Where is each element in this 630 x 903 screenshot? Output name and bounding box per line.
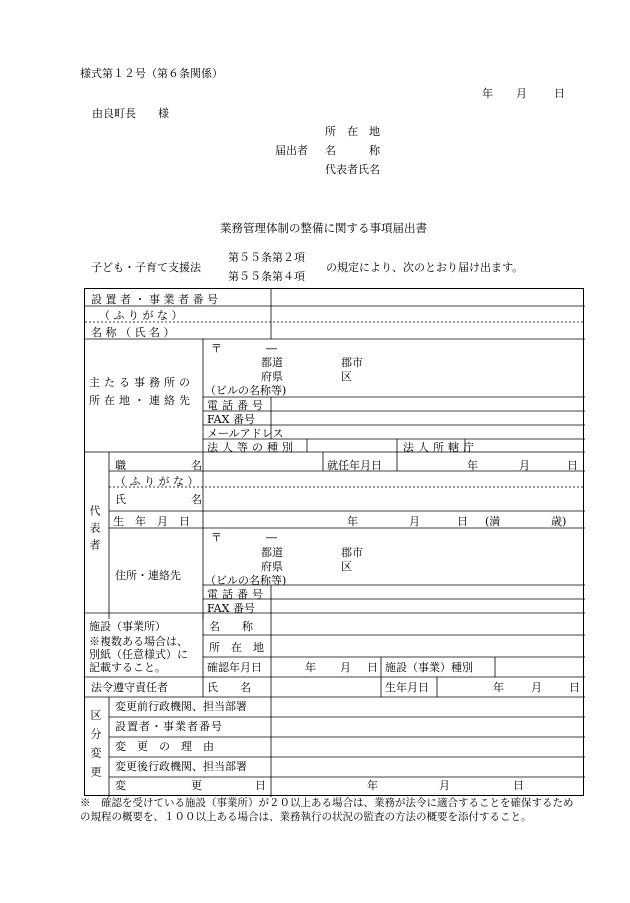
address-label: 所 在 地 [325, 125, 380, 138]
setter-number-label: 設 置 者 ・ 事 業 者 番 号 [91, 293, 218, 306]
rep-fax-label: FAX 番号 [207, 602, 255, 615]
addressee: 由良町長 様 [92, 107, 169, 120]
age-open: (満 [485, 515, 501, 528]
notification-form-table [84, 288, 584, 796]
facility-label-4: 記載すること。 [89, 661, 166, 674]
job-label-2: 名 [191, 459, 202, 472]
law-name: 子ども・子育て支援法 [91, 261, 201, 274]
age-close: 歳) [551, 515, 567, 528]
main-office-label-2: 所在地・連絡先 [89, 394, 194, 407]
change-before-label: 変更前行政機関、担当部署 [115, 700, 247, 713]
birth-date-label: 生 年 月 日 [113, 515, 190, 528]
compliance-year: 年 [493, 681, 504, 694]
confirm-month: 月 [340, 661, 351, 674]
rep-city-2: 区 [341, 560, 352, 573]
rep-pref-1: 都道 [261, 546, 283, 559]
facility-label-1: 施設（事業所） [89, 620, 166, 633]
date-day-label: 日 [554, 87, 565, 100]
clause-2: 第５５条第４項 [228, 270, 305, 283]
city-label-2: 区 [341, 370, 352, 383]
facility-address-label: 所 在 地 [209, 641, 264, 654]
notifier-label: 届出者 [275, 144, 308, 157]
intro-text: の規定により、次のとおり届け出ます。 [326, 261, 524, 274]
change-after-label: 変更後行政機関、担当部署 [115, 760, 247, 773]
date-year-label: 年 [482, 87, 493, 100]
corp-type-label: 法人等の種別 [207, 441, 297, 454]
main-office-label-1: 主たる事務所の [89, 376, 194, 389]
change-number-label: 設置者・事業者番号 [115, 720, 223, 733]
change-month: 月 [439, 779, 450, 792]
date-month-label: 月 [516, 87, 527, 100]
rep-tel-label: 電話番号 [207, 588, 267, 601]
change-year: 年 [367, 779, 378, 792]
rep-postal-mark: 〒 ― [211, 531, 277, 544]
change-date-char-3: 日 [255, 779, 266, 792]
representative-label: 代表者氏名 [325, 163, 380, 176]
facility-label-3: 別紙（任意様式）に [89, 648, 188, 661]
compliance-name-label: 氏 名 [207, 681, 251, 694]
name-label: 名 称 [325, 144, 380, 157]
fax-label: FAX 番号 [207, 413, 255, 426]
confirm-date-label: 確認年月日 [207, 661, 262, 674]
family-name-label: 氏 [115, 493, 126, 506]
furigana-label: （ ふ り が な ） [99, 309, 183, 322]
tel-label: 電話番号 [207, 399, 267, 412]
appoint-year: 年 [467, 459, 478, 472]
rep-address-label: 住所・連絡先 [115, 569, 181, 582]
birth-year: 年 [347, 515, 358, 528]
name-label-row: 名 称 （ 氏 名 ） [91, 326, 175, 339]
change-day: 日 [513, 779, 524, 792]
confirm-year: 年 [305, 661, 316, 674]
pref-label-1: 都道 [261, 356, 283, 369]
confirm-day: 日 [367, 661, 378, 674]
footnote: ※ 確認を受けている施設（事業所）が２０以上ある場合は、業務が法令に適合することを確保するための規程の概要を、１００以上ある場合は、業務執行の状況の監査の方法の概要を添付すること。 [80, 797, 574, 823]
compliance-birth-label: 生年月日 [385, 681, 429, 694]
change-date-char-1: 変 [115, 779, 126, 792]
appoint-day: 日 [567, 459, 578, 472]
corp-office-label: 法人所轄庁 [403, 441, 478, 454]
document-title: 業務管理体制の整備に関する事項届出書 [220, 221, 427, 235]
facility-type-label: 施設（事業）種別 [385, 661, 473, 674]
birth-day: 日 [457, 515, 468, 528]
given-name-label: 名 [191, 493, 202, 506]
pref-label-2: 府県 [261, 370, 283, 383]
rep-building-label: （ビルの名称等) [205, 574, 287, 587]
rep-pref-2: 府県 [261, 560, 283, 573]
facility-label-2: ※複数ある場合は、 [89, 635, 188, 648]
rep-city-1: 郡市 [341, 546, 363, 559]
compliance-officer-label: 法令遵守責任者 [91, 681, 168, 694]
city-label-1: 郡市 [341, 356, 363, 369]
job-label: 職 [115, 459, 126, 472]
change-category-vertical: 区分変更 [89, 709, 102, 785]
postal-mark: 〒 ― [211, 342, 277, 355]
form-number: 様式第１２号（第６条関係） [80, 67, 223, 80]
birth-month: 月 [409, 515, 420, 528]
compliance-day: 日 [569, 681, 580, 694]
clause-1: 第５５条第２項 [228, 251, 305, 264]
change-reason-label: 変 更 の 理 由 [115, 740, 214, 753]
representative-vertical: 代表者 [88, 505, 101, 556]
change-date-char-2: 更 [191, 779, 202, 792]
facility-name-label: 名 称 [209, 620, 253, 633]
email-label: メールアドレス [207, 427, 284, 440]
compliance-month: 月 [531, 681, 542, 694]
appoint-date-label: 就任年月日 [327, 459, 382, 472]
building-label: （ビルの名称等) [205, 384, 287, 397]
appoint-month: 月 [519, 459, 530, 472]
rep-furigana-label: （ ふ り が な ） [115, 475, 199, 488]
